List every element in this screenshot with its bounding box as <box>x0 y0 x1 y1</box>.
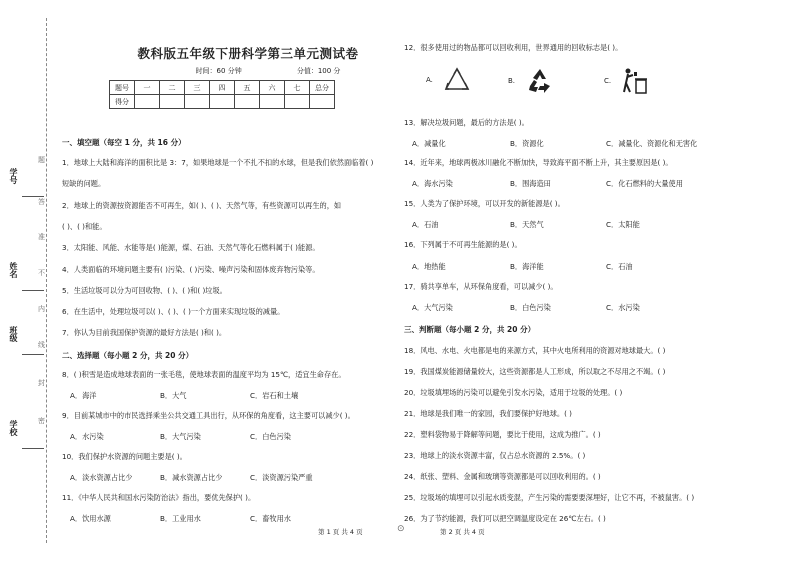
score-cell[interactable] <box>235 95 260 109</box>
question-16: 16．下列属于不可再生能源的是( )。 <box>404 240 522 249</box>
cut-line <box>46 18 47 543</box>
score-header-cell: 七 <box>285 81 310 95</box>
question-14-options <box>412 179 683 189</box>
option-c[interactable]: C．淡资源污染严重 <box>250 473 313 482</box>
cut-char: 答 <box>38 198 45 206</box>
option-a[interactable]: A．饮用水源 <box>70 514 111 523</box>
question-2-cont: ( )、( )和能。 <box>62 222 107 231</box>
option-b[interactable]: B．减水资源占比少 <box>160 473 223 482</box>
option-b[interactable]: B．围海造田 <box>510 179 551 188</box>
question-3: 3．太阳能、风能、水能等是( )能源，煤、石油、天然气等化石燃料属于( )能源。 <box>62 243 320 252</box>
question-12: 12．很多使用过的物品都可以回收利用，世界通用的回收标志是( )。 <box>404 43 623 52</box>
option-b-symbol[interactable] <box>508 66 555 96</box>
option-c[interactable]: C．减量化、资源化和无害化 <box>606 139 698 148</box>
question-6: 6．在生活中，处理垃圾可以( )、( )、( )一个方面来实现垃圾的减量。 <box>62 307 285 316</box>
option-c[interactable]: C．畜牧用水 <box>250 514 291 523</box>
cut-char: 密 <box>38 417 45 425</box>
school-field[interactable] <box>22 448 44 449</box>
option-a[interactable]: A．减量化 <box>412 139 446 148</box>
option-a-symbol[interactable] <box>426 66 471 94</box>
option-b[interactable]: B．海洋能 <box>510 262 544 271</box>
option-b-label: B. <box>508 77 516 85</box>
score-header-cell: 总分 <box>310 81 335 95</box>
score-table-row <box>110 95 335 109</box>
option-c[interactable]: C．太阳能 <box>606 220 640 229</box>
option-c[interactable]: C．岩石和土壤 <box>250 391 299 400</box>
question-11: 11．《中华人民共和国水污染防治法》指出，要优先保护( )。 <box>62 493 256 502</box>
cut-char: 线 <box>38 341 45 349</box>
question-1: 1．地球上大陆和海洋的面积比是 3：7，如果地球是一个不扎不扣的水球，但是我们依然面临着( ) <box>62 158 374 167</box>
option-a-label: A. <box>426 76 433 84</box>
question-22: 22．塑料袋物易于降解等问题，要比于使用，这成为推广。( ) <box>404 430 601 439</box>
option-c-label: C. <box>604 77 612 85</box>
question-20: 20．垃圾填埋场的污染可以避免引发水污染，适用于垃圾的处理。( ) <box>404 388 623 397</box>
option-b[interactable]: B．资源化 <box>510 139 544 148</box>
option-a[interactable]: A．海洋 <box>70 391 97 400</box>
binding-margin <box>0 0 56 561</box>
name-field[interactable] <box>22 290 44 291</box>
school-label: 学校 <box>9 420 18 436</box>
option-b[interactable]: B．大气 <box>160 391 187 400</box>
option-a[interactable]: A．水污染 <box>70 432 104 441</box>
cut-char: 准 <box>38 233 45 241</box>
question-13: 13．解决垃圾问题，最后的方法是( )。 <box>404 118 529 127</box>
exam-full-score: 分值：100 分 <box>296 67 341 75</box>
question-15: 15．人类为了保护环境，可以开发的新能源是( )。 <box>404 199 565 208</box>
question-9-options <box>70 432 291 442</box>
score-table-header <box>110 81 335 95</box>
exam-time: 时间：60 分钟 <box>195 67 242 75</box>
score-cell[interactable] <box>310 95 335 109</box>
question-9: 9．目前某城市中的市民选择乘坐公共交通工具出行，从环保的角度看，这主要可以减少( )。 <box>62 411 355 420</box>
score-row-label: 得分 <box>110 95 135 109</box>
option-b[interactable]: B．大气污染 <box>160 432 201 441</box>
question-10: 10．我们保护水资源的问题主要是( )。 <box>62 452 187 461</box>
exam-title: 教科版五年级下册科学第三单元测试卷 <box>137 46 359 61</box>
option-a[interactable]: A．石油 <box>412 220 439 229</box>
score-header-cell: 二 <box>160 81 185 95</box>
cut-char: 封 <box>38 379 45 387</box>
option-c[interactable]: C．石油 <box>606 262 633 271</box>
option-a[interactable]: A．大气污染 <box>412 303 453 312</box>
question-7: 7．你认为目前我国保护资源的最好方法是( )和( )。 <box>62 328 227 337</box>
recycle-icon <box>525 66 555 96</box>
question-23: 23．地球上的淡水资源丰富，仅占总水资源的 2.5%。( ) <box>404 451 586 460</box>
student-number-label: 学号 <box>9 168 18 184</box>
question-25: 25．垃圾场的填埋可以引起水质变混，产生污染的需要要深埋好，让它不再，不被鼠害。( ) <box>404 493 695 502</box>
page-footer-left: 第 1 页 共 4 页 <box>318 528 363 536</box>
question-19: 19．我国煤炭能源储量较大，这些资源都是人工形成，所以取之不尽用之不竭。( ) <box>404 367 666 376</box>
score-table <box>109 80 335 109</box>
question-14: 14．近年来，地球两极冰川融化不断加快，导致海平面不断上升，其主要原因是( )。 <box>404 158 673 167</box>
question-1-cont: 短缺的问题。 <box>62 179 106 188</box>
question-13-options <box>412 139 697 149</box>
score-header-cell: 五 <box>235 81 260 95</box>
score-cell[interactable] <box>285 95 310 109</box>
question-8: 8．( )积雪是造成地球表面的一张毛毯，使地球表面的温度平均为 15℃，适宜生命存在。 <box>62 370 346 379</box>
section-3-heading: 三、判断题（每小题 2 分，共 20 分） <box>404 325 536 334</box>
name-label: 姓名 <box>9 262 18 278</box>
score-header-cell: 六 <box>260 81 285 95</box>
page-footer-right: 第 2 页 共 4 页 <box>440 528 485 536</box>
score-cell[interactable] <box>135 95 160 109</box>
option-b[interactable]: B．白色污染 <box>510 303 551 312</box>
center-mark: ⊙ <box>397 524 405 534</box>
score-header-cell: 三 <box>185 81 210 95</box>
question-4: 4．人类面临的环境问题主要有( )污染、( )污染、噪声污染和固体废弃物污染等。 <box>62 265 320 274</box>
score-cell[interactable] <box>210 95 235 109</box>
exam-info <box>168 66 368 76</box>
question-21: 21．地球是我们唯一的家园，我们要保护好地球。( ) <box>404 409 572 418</box>
cut-char: 题 <box>38 156 45 164</box>
recycle-outline-icon <box>443 66 471 94</box>
score-cell[interactable] <box>160 95 185 109</box>
question-17-options <box>412 303 640 313</box>
class-field[interactable] <box>22 354 44 355</box>
class-label: 班级 <box>9 326 18 342</box>
option-c[interactable]: C．化石燃料的大量使用 <box>606 179 683 188</box>
score-header-cell: 四 <box>210 81 235 95</box>
cut-char: 不 <box>38 269 45 277</box>
question-15-options <box>412 220 640 230</box>
question-24: 24．纸张、塑料、金属和玻璃等资源都是可以回收利用的。( ) <box>404 472 601 481</box>
score-header-cell: 题号 <box>110 81 135 95</box>
question-11-options <box>70 514 291 524</box>
option-c[interactable]: C．水污染 <box>606 303 640 312</box>
score-cell[interactable] <box>185 95 210 109</box>
option-c[interactable]: C．白色污染 <box>250 432 291 441</box>
option-a[interactable]: A．地热能 <box>412 262 446 271</box>
option-c-symbol[interactable] <box>604 66 649 96</box>
option-b[interactable]: B．天然气 <box>510 220 544 229</box>
question-18: 18．风电、水电、火电都是电的来源方式，其中火电所利用的资源对地球最大。( ) <box>404 346 666 355</box>
question-2: 2．地球上的资源按资源能否不可再生，如( )、( )、天然气等，有些资源可以再生的，如 <box>62 201 342 210</box>
question-10-options <box>70 473 313 483</box>
cut-char: 内 <box>38 305 45 313</box>
question-17: 17．骑共享单车，从环保角度看，可以减少( )。 <box>404 282 558 291</box>
section-1-heading: 一、填空题（每空 1 分，共 16 分） <box>62 138 186 147</box>
question-16-options <box>412 262 633 272</box>
question-5: 5．生活垃圾可以分为可回收物、( )、( )和( )垃圾。 <box>62 286 227 295</box>
litter-bin-icon <box>621 66 649 96</box>
section-2-heading: 二、选择题（每小题 2 分，共 20 分） <box>62 351 194 360</box>
option-b[interactable]: B．工业用水 <box>160 514 201 523</box>
option-a[interactable]: A．海水污染 <box>412 179 453 188</box>
question-26: 26．为了节约能源，我们可以把空调温度设定在 26℃左右。( ) <box>404 514 606 523</box>
option-a[interactable]: A．淡水资源占比少 <box>70 473 133 482</box>
question-8-options <box>70 391 298 401</box>
score-cell[interactable] <box>260 95 285 109</box>
score-header-cell: 一 <box>135 81 160 95</box>
